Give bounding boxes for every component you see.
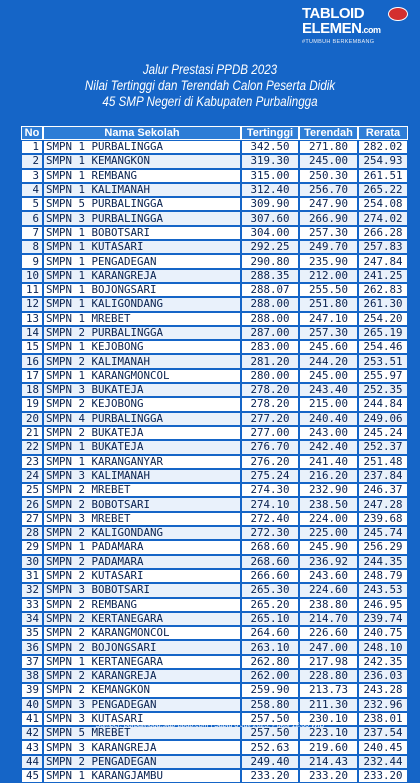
row-lowest: 216.20 — [299, 469, 358, 483]
table-row — [21, 340, 408, 354]
table-row — [21, 440, 408, 454]
table-row — [21, 569, 408, 583]
logo-line-1: TABLOID — [302, 5, 365, 22]
row-no: 7 — [21, 226, 43, 240]
row-highest: 288.07 — [241, 283, 299, 297]
heading-line-3: 45 SMP Negeri di Kabupaten Purbalingga — [102, 94, 318, 109]
row-school-name: SMPN 3 PURBALINGGA — [43, 211, 241, 225]
row-highest: 274.10 — [241, 497, 299, 511]
row-highest: 265.10 — [241, 612, 299, 626]
row-no: 42 — [21, 726, 43, 740]
row-no: 45 — [21, 769, 43, 783]
table-body — [21, 140, 408, 783]
row-highest: 272.40 — [241, 512, 299, 526]
row-no: 27 — [21, 512, 43, 526]
row-no: 23 — [21, 455, 43, 469]
row-lowest: 247.00 — [299, 640, 358, 654]
tabloid-elemen-logo — [302, 6, 412, 46]
row-average: 244.84 — [358, 397, 408, 411]
row-lowest: 247.90 — [299, 197, 358, 211]
row-no: 20 — [21, 412, 43, 426]
row-lowest: 245.60 — [299, 340, 358, 354]
table-row — [21, 497, 408, 511]
table-row — [21, 326, 408, 340]
row-no: 31 — [21, 569, 43, 583]
row-school-name: SMPN 2 PURBALINGGA — [43, 326, 241, 340]
row-highest: 315.00 — [241, 169, 299, 183]
row-highest: 276.20 — [241, 455, 299, 469]
row-school-name: SMPN 3 BOBOTSARI — [43, 583, 241, 597]
header-lowest: Terendah — [299, 126, 358, 140]
row-lowest: 256.70 — [299, 183, 358, 197]
row-average: 257.83 — [358, 240, 408, 254]
row-no: 36 — [21, 640, 43, 654]
row-highest: 268.60 — [241, 555, 299, 569]
row-average: 245.24 — [358, 426, 408, 440]
row-no: 17 — [21, 369, 43, 383]
table-row — [21, 512, 408, 526]
row-highest: 276.70 — [241, 440, 299, 454]
row-school-name: SMPN 2 KEMANGKON — [43, 683, 241, 697]
row-average: 237.54 — [358, 726, 408, 740]
row-lowest: 243.60 — [299, 569, 358, 583]
row-school-name: SMPN 2 KARANGREJA — [43, 669, 241, 683]
row-lowest: 249.70 — [299, 240, 358, 254]
row-no: 40 — [21, 698, 43, 712]
row-no: 6 — [21, 211, 43, 225]
table-row — [21, 769, 408, 783]
row-average: 262.83 — [358, 283, 408, 297]
row-lowest: 238.80 — [299, 598, 358, 612]
row-highest: 264.60 — [241, 626, 299, 640]
row-highest: 257.50 — [241, 726, 299, 740]
row-average: 233.20 — [358, 769, 408, 783]
row-average: 239.68 — [358, 512, 408, 526]
row-highest: 283.00 — [241, 340, 299, 354]
row-average: 261.51 — [358, 169, 408, 183]
row-lowest: 255.50 — [299, 283, 358, 297]
row-highest: 262.80 — [241, 655, 299, 669]
row-school-name: SMPN 2 KUTASARI — [43, 569, 241, 583]
row-average: 249.06 — [358, 412, 408, 426]
logo-tagline: #TUMBUH BERKEMBANG — [302, 39, 375, 45]
row-average: 254.20 — [358, 312, 408, 326]
heading-line-1: Jalur Prestasi PPDB 2023 — [142, 62, 278, 77]
row-average: 256.29 — [358, 540, 408, 554]
table-row — [21, 483, 408, 497]
heading-line-2: Nilai Tertinggi dan Terendah Calon Peserta Didik — [84, 78, 336, 93]
row-school-name: SMPN 1 KARANGANYAR — [43, 455, 241, 469]
row-highest: 275.24 — [241, 469, 299, 483]
row-average: 232.44 — [358, 755, 408, 769]
row-highest: 278.20 — [241, 397, 299, 411]
row-average: 245.74 — [358, 526, 408, 540]
row-average: 248.79 — [358, 569, 408, 583]
row-no: 24 — [21, 469, 43, 483]
row-lowest: 217.98 — [299, 655, 358, 669]
row-school-name: SMPN 1 KERTANEGARA — [43, 655, 241, 669]
row-school-name: SMPN 2 KALIGONDANG — [43, 526, 241, 540]
row-highest: 281.20 — [241, 354, 299, 368]
row-school-name: SMPN 2 BOJONGSARI — [43, 640, 241, 654]
row-no: 9 — [21, 254, 43, 268]
row-no: 3 — [21, 169, 43, 183]
row-school-name: SMPN 1 KEJOBONG — [43, 340, 241, 354]
row-average: 253.51 — [358, 354, 408, 368]
row-school-name: SMPN 1 BOJONGSARI — [43, 283, 241, 297]
row-no: 21 — [21, 426, 43, 440]
row-highest: 277.20 — [241, 412, 299, 426]
row-school-name: SMPN 3 MREBET — [43, 512, 241, 526]
row-no: 26 — [21, 497, 43, 511]
row-average: 232.96 — [358, 698, 408, 712]
row-highest: 259.90 — [241, 683, 299, 697]
row-lowest: 250.30 — [299, 169, 358, 183]
row-lowest: 211.30 — [299, 698, 358, 712]
row-lowest: 212.00 — [299, 269, 358, 283]
row-average: 252.37 — [358, 440, 408, 454]
row-lowest: 232.90 — [299, 483, 358, 497]
table-row — [21, 669, 408, 683]
row-lowest: 244.20 — [299, 354, 358, 368]
row-lowest: 251.80 — [299, 297, 358, 311]
row-school-name: SMPN 1 BUKATEJA — [43, 440, 241, 454]
row-highest: 265.30 — [241, 583, 299, 597]
row-average: 240.45 — [358, 740, 408, 754]
row-average: 244.35 — [358, 555, 408, 569]
row-no: 12 — [21, 297, 43, 311]
row-no: 2 — [21, 154, 43, 168]
row-school-name: SMPN 1 KUTASARI — [43, 240, 241, 254]
row-no: 4 — [21, 183, 43, 197]
row-average: 246.37 — [358, 483, 408, 497]
table-row — [21, 540, 408, 554]
row-school-name: SMPN 2 PENGADEGAN — [43, 755, 241, 769]
row-no: 15 — [21, 340, 43, 354]
row-school-name: SMPN 5 PURBALINGGA — [43, 197, 241, 211]
table-row — [21, 583, 408, 597]
row-lowest: 271.80 — [299, 140, 358, 154]
table-row — [21, 469, 408, 483]
row-school-name: SMPN 1 BOBOTSARI — [43, 226, 241, 240]
row-school-name: SMPN 2 KALIMANAH — [43, 354, 241, 368]
row-school-name: SMPN 3 KARANGREJA — [43, 740, 241, 754]
table-row — [21, 612, 408, 626]
row-no: 13 — [21, 312, 43, 326]
row-highest: 288.35 — [241, 269, 299, 283]
row-lowest: 224.60 — [299, 583, 358, 597]
row-no: 30 — [21, 555, 43, 569]
row-highest: 257.50 — [241, 712, 299, 726]
row-lowest: 225.00 — [299, 526, 358, 540]
row-highest: 274.30 — [241, 483, 299, 497]
row-lowest: 245.90 — [299, 540, 358, 554]
row-highest: 268.60 — [241, 540, 299, 554]
table-row — [21, 240, 408, 254]
row-average: 261.30 — [358, 297, 408, 311]
row-average: 282.02 — [358, 140, 408, 154]
row-average: 237.84 — [358, 469, 408, 483]
row-average: 265.22 — [358, 183, 408, 197]
row-highest: 280.00 — [241, 369, 299, 383]
table-row — [21, 211, 408, 225]
row-lowest: 215.00 — [299, 397, 358, 411]
row-school-name: SMPN 1 PURBALINGGA — [43, 140, 241, 154]
table-row — [21, 426, 408, 440]
row-highest: 307.60 — [241, 211, 299, 225]
table-row — [21, 526, 408, 540]
row-school-name: SMPN 2 REMBANG — [43, 598, 241, 612]
row-highest: 342.50 — [241, 140, 299, 154]
row-highest: 233.20 — [241, 769, 299, 783]
row-school-name: SMPN 3 PENGADEGAN — [43, 698, 241, 712]
row-average: 251.48 — [358, 455, 408, 469]
row-school-name: SMPN 1 REMBANG — [43, 169, 241, 183]
row-highest: 266.60 — [241, 569, 299, 583]
table-row — [21, 183, 408, 197]
row-school-name: SMPN 2 BUKATEJA — [43, 426, 241, 440]
row-average: 266.28 — [358, 226, 408, 240]
table-row — [21, 283, 408, 297]
row-no: 18 — [21, 383, 43, 397]
table-row — [21, 140, 408, 154]
row-average: 254.08 — [358, 197, 408, 211]
row-highest: 319.30 — [241, 154, 299, 168]
row-average: 246.95 — [358, 598, 408, 612]
row-lowest: 213.73 — [299, 683, 358, 697]
row-school-name: SMPN 1 KARANGREJA — [43, 269, 241, 283]
row-school-name: SMPN 3 BUKATEJA — [43, 383, 241, 397]
row-lowest: 236.92 — [299, 555, 358, 569]
source-note: Sumber: purbalingga.siap-ppdb.com | Sabtu 8 Juli 2023, Pukul 12:00 WIB — [95, 722, 325, 729]
row-lowest: 233.20 — [299, 769, 358, 783]
table-row — [21, 640, 408, 654]
table-row — [21, 598, 408, 612]
row-highest: 292.25 — [241, 240, 299, 254]
row-highest: 262.00 — [241, 669, 299, 683]
row-no: 32 — [21, 583, 43, 597]
row-school-name: SMPN 1 KALIGONDANG — [43, 297, 241, 311]
row-average: 265.19 — [358, 326, 408, 340]
row-average: 247.84 — [358, 254, 408, 268]
table-row — [21, 740, 408, 754]
row-no: 34 — [21, 612, 43, 626]
table-row — [21, 269, 408, 283]
row-lowest: 238.50 — [299, 497, 358, 511]
row-highest: 312.40 — [241, 183, 299, 197]
row-lowest: 228.80 — [299, 669, 358, 683]
row-highest: 265.20 — [241, 598, 299, 612]
row-no: 44 — [21, 755, 43, 769]
row-lowest: 257.30 — [299, 226, 358, 240]
row-no: 38 — [21, 669, 43, 683]
row-highest: 252.63 — [241, 740, 299, 754]
row-lowest: 214.70 — [299, 612, 358, 626]
row-school-name: SMPN 4 PURBALINGGA — [43, 412, 241, 426]
row-lowest: 257.30 — [299, 326, 358, 340]
row-lowest: 230.10 — [299, 712, 358, 726]
row-highest: 258.80 — [241, 698, 299, 712]
row-no: 28 — [21, 526, 43, 540]
row-no: 10 — [21, 269, 43, 283]
row-lowest: 214.43 — [299, 755, 358, 769]
logo-line-2: ELEMEN.com — [302, 20, 381, 37]
row-highest: 309.90 — [241, 197, 299, 211]
row-average: 238.01 — [358, 712, 408, 726]
row-no: 5 — [21, 197, 43, 211]
row-no: 37 — [21, 655, 43, 669]
row-no: 43 — [21, 740, 43, 754]
row-school-name: SMPN 1 PENGADEGAN — [43, 254, 241, 268]
row-lowest: 219.60 — [299, 740, 358, 754]
table-row — [21, 683, 408, 697]
row-school-name: SMPN 2 PADAMARA — [43, 555, 241, 569]
row-average: 236.03 — [358, 669, 408, 683]
row-school-name: SMPN 2 KARANGMONCOL — [43, 626, 241, 640]
header-no: No — [21, 126, 43, 140]
table-row — [21, 312, 408, 326]
table-row — [21, 383, 408, 397]
row-school-name: SMPN 2 MREBET — [43, 483, 241, 497]
row-no: 22 — [21, 440, 43, 454]
row-no: 41 — [21, 712, 43, 726]
row-average: 242.35 — [358, 655, 408, 669]
row-lowest: 242.40 — [299, 440, 358, 454]
table-row — [21, 254, 408, 268]
table-row — [21, 698, 408, 712]
table-row — [21, 412, 408, 426]
row-school-name: SMPN 2 BOBOTSARI — [43, 497, 241, 511]
page-heading — [0, 62, 420, 110]
table-row — [21, 555, 408, 569]
row-school-name: SMPN 3 KALIMANAH — [43, 469, 241, 483]
table-row — [21, 226, 408, 240]
row-average: 239.74 — [358, 612, 408, 626]
row-highest: 277.00 — [241, 426, 299, 440]
row-no: 33 — [21, 598, 43, 612]
row-no: 25 — [21, 483, 43, 497]
row-lowest: 245.00 — [299, 369, 358, 383]
row-school-name: SMPN 2 KERTANEGARA — [43, 612, 241, 626]
row-lowest: 226.60 — [299, 626, 358, 640]
row-no: 16 — [21, 354, 43, 368]
ball-icon — [388, 7, 408, 21]
header-school-name: Nama Sekolah — [43, 126, 241, 140]
row-school-name: SMPN 1 KARANGJAMBU — [43, 769, 241, 783]
table-row — [21, 297, 408, 311]
row-no: 19 — [21, 397, 43, 411]
row-highest: 304.00 — [241, 226, 299, 240]
row-highest: 287.00 — [241, 326, 299, 340]
row-highest: 288.00 — [241, 312, 299, 326]
table-header-row — [21, 126, 408, 140]
row-highest: 263.10 — [241, 640, 299, 654]
row-school-name: SMPN 1 MREBET — [43, 312, 241, 326]
row-lowest: 241.40 — [299, 455, 358, 469]
row-school-name: SMPN 1 PADAMARA — [43, 540, 241, 554]
row-average: 254.46 — [358, 340, 408, 354]
row-lowest: 243.40 — [299, 383, 358, 397]
row-lowest: 235.90 — [299, 254, 358, 268]
row-no: 1 — [21, 140, 43, 154]
table-row — [21, 455, 408, 469]
table-row — [21, 655, 408, 669]
row-school-name: SMPN 2 KEJOBONG — [43, 397, 241, 411]
row-lowest: 245.00 — [299, 154, 358, 168]
row-highest: 272.30 — [241, 526, 299, 540]
row-highest: 290.80 — [241, 254, 299, 268]
row-school-name: SMPN 5 MREBET — [43, 726, 241, 740]
row-lowest: 223.10 — [299, 726, 358, 740]
row-average: 243.53 — [358, 583, 408, 597]
row-school-name: SMPN 1 KARANGMONCOL — [43, 369, 241, 383]
row-highest: 278.20 — [241, 383, 299, 397]
table-row — [21, 197, 408, 211]
row-lowest: 243.00 — [299, 426, 358, 440]
row-average: 252.35 — [358, 383, 408, 397]
header-average: Rerata — [358, 126, 408, 140]
row-lowest: 266.90 — [299, 211, 358, 225]
row-lowest: 240.40 — [299, 412, 358, 426]
row-average: 274.02 — [358, 211, 408, 225]
row-lowest: 247.10 — [299, 312, 358, 326]
row-average: 247.28 — [358, 497, 408, 511]
scores-table — [21, 126, 408, 783]
header-highest: Tertinggi — [241, 126, 299, 140]
row-no: 35 — [21, 626, 43, 640]
table-row — [21, 154, 408, 168]
row-average: 240.75 — [358, 626, 408, 640]
table-row — [21, 369, 408, 383]
row-no: 39 — [21, 683, 43, 697]
row-highest: 288.00 — [241, 297, 299, 311]
row-no: 29 — [21, 540, 43, 554]
table-row — [21, 626, 408, 640]
table-row — [21, 169, 408, 183]
table-row — [21, 397, 408, 411]
row-average: 243.28 — [358, 683, 408, 697]
row-average: 255.97 — [358, 369, 408, 383]
row-school-name: SMPN 1 KEMANGKON — [43, 154, 241, 168]
row-no: 11 — [21, 283, 43, 297]
row-average: 248.10 — [358, 640, 408, 654]
row-highest: 249.40 — [241, 755, 299, 769]
row-average: 241.25 — [358, 269, 408, 283]
table-row — [21, 354, 408, 368]
row-lowest: 224.00 — [299, 512, 358, 526]
row-no: 8 — [21, 240, 43, 254]
row-school-name: SMPN 3 KUTASARI — [43, 712, 241, 726]
row-school-name: SMPN 1 KALIMANAH — [43, 183, 241, 197]
table-row — [21, 755, 408, 769]
row-no: 14 — [21, 326, 43, 340]
row-average: 254.93 — [358, 154, 408, 168]
